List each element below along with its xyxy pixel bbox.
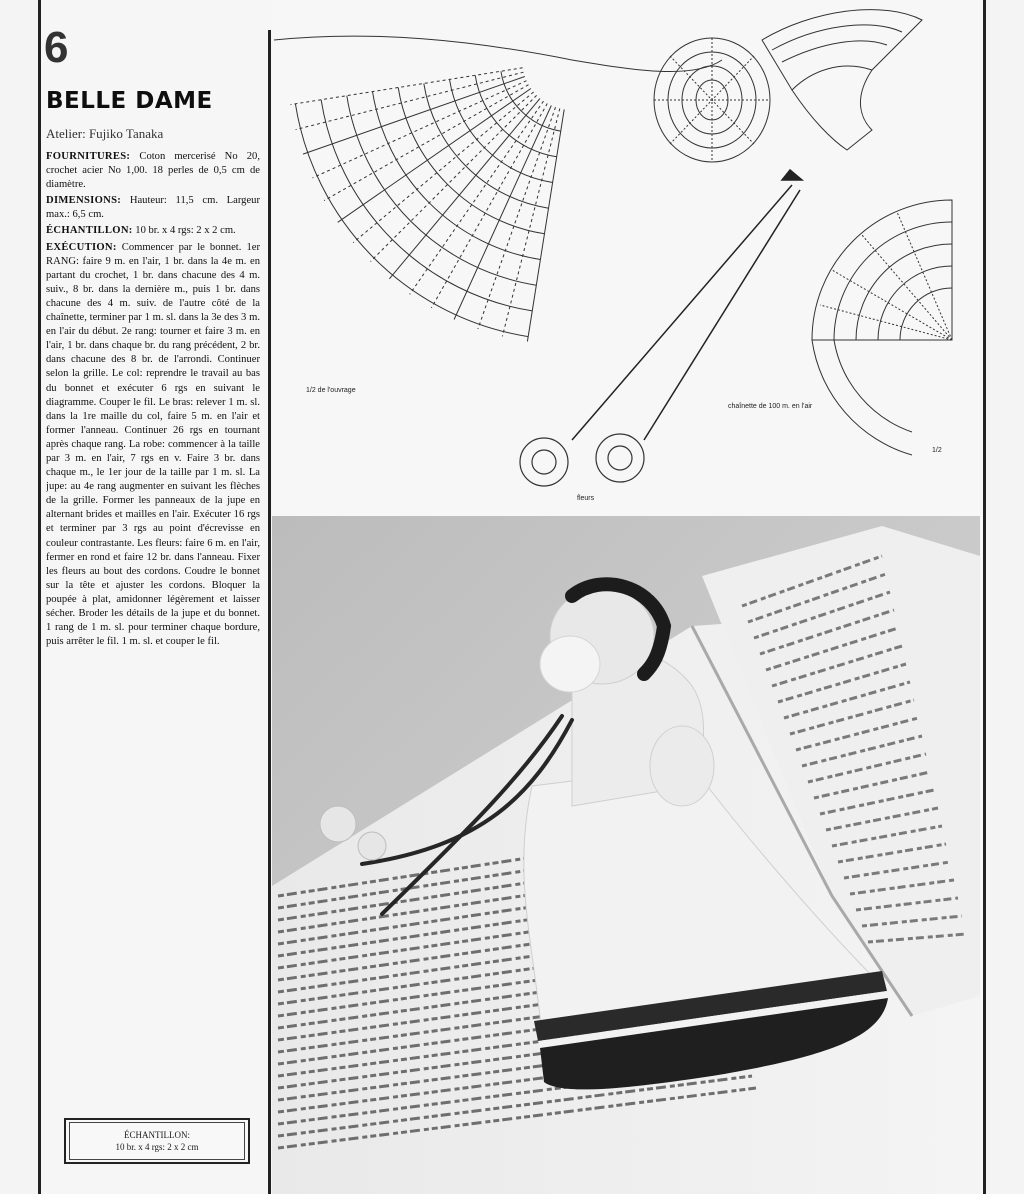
echantillon-heading: ÉCHANTILLON: bbox=[46, 225, 133, 237]
execution-heading: EXÉCUTION: bbox=[46, 241, 117, 253]
skirt-chart-spoke bbox=[389, 98, 540, 278]
bookmark-photo bbox=[272, 516, 980, 1194]
bonnet-chart bbox=[762, 10, 922, 150]
page-number: 6 bbox=[44, 23, 69, 72]
skirt-chart-spoke bbox=[291, 68, 523, 105]
sleeve-chart bbox=[812, 200, 952, 455]
column-divider bbox=[268, 30, 271, 1194]
skirt-chart-spoke bbox=[371, 95, 537, 261]
echantillon-paragraph bbox=[46, 224, 260, 238]
dimensions-heading: DIMENSIONS: bbox=[46, 195, 122, 207]
skirt-chart-waist bbox=[274, 36, 722, 71]
half-label: 1/2 bbox=[932, 447, 942, 454]
gauge-box bbox=[64, 1118, 250, 1164]
cord-lines bbox=[572, 170, 802, 440]
echantillon-text: 10 br. x 4 rgs: 2 x 2 cm. bbox=[135, 225, 236, 237]
skirt-chart-spoke bbox=[502, 109, 559, 337]
skirt-chart-spoke bbox=[313, 81, 527, 178]
gauge-box-title: ÉCHANTILLON: bbox=[124, 1130, 190, 1140]
skirt-chart bbox=[274, 36, 722, 341]
flower-label: fleurs bbox=[577, 495, 595, 502]
skirt-chart-spoke bbox=[353, 92, 533, 243]
gauge-box-inner bbox=[69, 1122, 245, 1160]
cord-label: chaînette de 100 m. en l'air bbox=[728, 403, 813, 410]
fournitures-heading: FOURNITURES: bbox=[46, 151, 131, 162]
doll-sleeve bbox=[650, 726, 714, 806]
skirt-label: 1/2 de l'ouvrage bbox=[306, 387, 356, 394]
execution-paragraph bbox=[46, 241, 260, 650]
skirt-chart-spoke bbox=[431, 104, 547, 308]
dimensions-paragraph bbox=[46, 194, 260, 222]
flower-motifs bbox=[520, 434, 644, 486]
fournitures-paragraph bbox=[46, 150, 260, 192]
execution-text: Commencer par le bonnet. 1er RANG: faire 9 m. en l'air, 1 br. dans la 4e m. en partant du crochet, 1 br. dans chacune des 4 m. suiv., 8 br. dans la dernière m., puis 1 br. dans chacune des 4 m. suiv. de l'autre côté de la chaînette, terminer par 1 m. sl. dans la 3e des 3 m. en l'air du début. 2e rang: tourner et faire 3 m. en l'air, 1 br. dans chaque br. du rang précédent, 2 br. dans chacune des 8 br. de l'arrondi. Continuer selon la grille. Le col: reprendre le travail au bas du bonnet et exécuter 6 rgs en suivant le diagramme. Couper le fil. Le bras: relever 1 m. sl. dans la 1re maille du col, faire 5 m. en l'air et former l'anneau. Continuer 26 rgs en tournant après chaque rang. La robe: commencer à la taille par 3 m. en l'air, 7 rgs en v. Faire 3 br. dans chaque m., le 1er jour de la taille par 1 m. sl. La jupe: au 4e rang augmenter en suivant les flèches de la grille. Former les panneaux de la jupe en alternant brides et mailles en l'air. Exécuter 16 rgs et terminer par 3 rgs au point d'écrevisse en couleur contrastante. Les fleurs: faire 6 m. en l'air, fermer en rond et faire 12 br. dans l'anneau. Fixer les fleurs au bout des cordons. Coudre le bonnet sur la tête et ajuster les cordons. Bloquer la poupée à plat, amidonner légèrement et laisser sécher. Broder les détails de la jupe et du bonnet. 1 rang de 1 m. sl. pour terminer chaque bordure, puis arrêter le fil. 1 m. sl. et couper le fil. bbox=[46, 241, 260, 648]
skirt-chart-spoke bbox=[454, 106, 551, 320]
fournitures-text: Coton mercerisé No 20, crochet acier No 1,00. 18 perles de 0,5 cm de diamètre. bbox=[46, 151, 260, 191]
instructions-text bbox=[46, 150, 260, 1090]
bodice-chart bbox=[654, 38, 770, 162]
skirt-chart-spoke bbox=[527, 109, 564, 341]
skirt-chart-spoke bbox=[296, 72, 524, 129]
pattern-title: BELLE DAME bbox=[46, 88, 213, 114]
dimensions-text: Hauteur: 11,5 cm. Largeur max.: 6,5 cm. bbox=[46, 195, 260, 221]
skirt-chart-spoke bbox=[324, 85, 528, 201]
crochet-diagram bbox=[272, 0, 980, 516]
bookmark-photo-svg bbox=[272, 516, 980, 1194]
doll-flower-hat bbox=[540, 636, 600, 692]
author-credit: Atelier: Fujiko Tanaka bbox=[46, 126, 164, 141]
skirt-chart-row bbox=[475, 75, 557, 157]
gauge-box-value: 10 br. x 4 rgs: 2 x 2 cm bbox=[115, 1142, 199, 1152]
crochet-diagram-svg bbox=[272, 0, 980, 516]
